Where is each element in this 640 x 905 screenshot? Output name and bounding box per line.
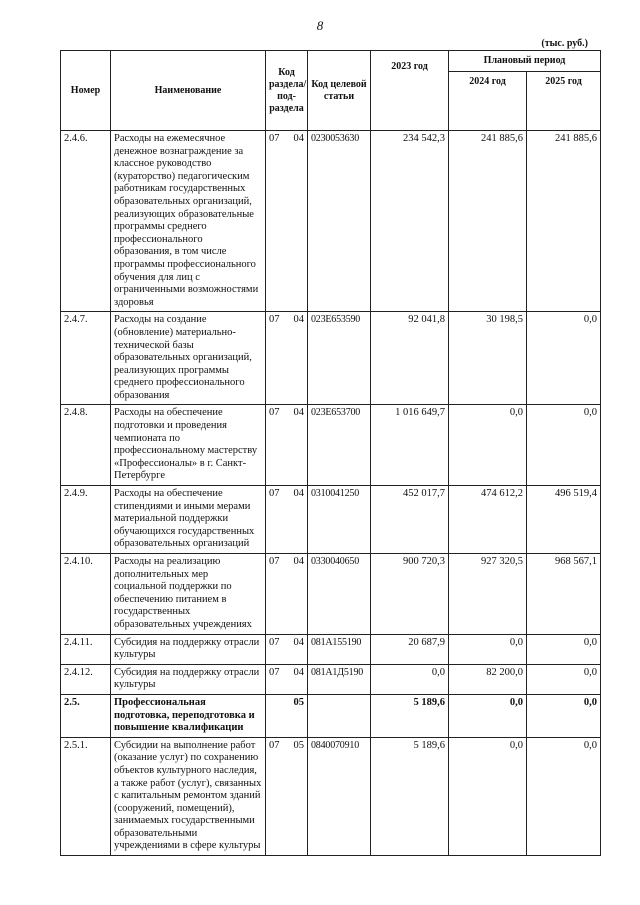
table-row [61,312,601,405]
row-amount-2023: 92 041,8 [371,312,449,405]
subsection-code: 04 [293,666,304,678]
subsection-code: 04 [293,556,304,567]
row-amount-2024: 0,0 [449,405,527,486]
row-amount-2025: 0,0 [527,737,601,855]
row-section [266,664,308,694]
row-number: 2.4.9. [61,486,111,554]
row-amount-2024: 241 885,6 [449,131,527,312]
row-section [266,131,308,312]
row-name: Расходы на обеспечение подготовки и проведения чемпионата по профессиональному мастерству «Профессионалы» в г. Санкт-Петербурге [111,405,266,486]
section-code: 07 [269,488,280,500]
row-target-code: 023Е653590 [308,312,371,405]
row-name: Расходы на ежемесячное денежное вознаграждение за классное руководство (кураторство) педагогическим работникам государственных образовательных организаций, реализующих образовательные программы среднего профессионального образования, в том числе программы профессионального обучения для лиц с ограниченными возможностями здоровья [111,131,266,312]
row-target-code: 081А1Д5190 [308,664,371,694]
row-name: Расходы на создание (обновление) материально-технической базы образовательных организаций, реализующих программы среднего профессионального образования [111,312,266,405]
row-name: Расходы на реализацию дополнительных мер социальной поддержки по обеспечению питанием в государственных образовательных учреждениях [111,554,266,635]
row-amount-2025: 241 885,6 [527,131,601,312]
row-number: 2.4.12. [61,664,111,694]
row-name: Профессиональная подготовка, переподготовка и повышение квалификации [111,694,266,737]
row-number: 2.4.11. [61,634,111,664]
header-planned: Плановый период [449,51,601,72]
row-amount-2023: 0,0 [371,664,449,694]
subsection-code: 04 [293,133,304,144]
row-name: Субсидия на поддержку отрасли культуры [111,664,266,694]
row-target-code: 0330040650 [308,554,371,635]
table-row [61,554,601,635]
section-code: 07 [269,314,280,326]
subsection-code: 05 [293,696,304,708]
row-target-code: 081А155190 [308,634,371,664]
row-amount-2025: 0,0 [527,694,601,737]
row-amount-2024: 0,0 [449,634,527,664]
row-amount-2025: 496 519,4 [527,486,601,554]
subsection-code: 04 [293,636,304,648]
row-name: Субсидия на поддержку отрасли культуры [111,634,266,664]
row-amount-2024: 82 200,0 [449,664,527,694]
row-number: 2.5. [61,694,111,737]
row-section [266,554,308,635]
section-code: 07 [269,407,280,419]
header-number: Номер [61,51,111,131]
row-amount-2024: 30 198,5 [449,312,527,405]
section-code: 07 [269,556,280,567]
header-2023: 2023 год [371,51,449,131]
row-amount-2023: 452 017,7 [371,486,449,554]
section-code: 07 [269,666,280,678]
row-amount-2025: 0,0 [527,405,601,486]
row-section [266,694,308,737]
row-section [266,486,308,554]
row-amount-2024: 474 612,2 [449,486,527,554]
section-code: 07 [269,133,280,144]
row-section [266,405,308,486]
table-row [61,634,601,664]
header-name: Наименование [111,51,266,131]
row-section [266,634,308,664]
row-amount-2023: 5 189,6 [371,737,449,855]
row-target-code: 0310041250 [308,486,371,554]
table-row [61,737,601,855]
header-2024: 2024 год [449,72,527,131]
units-label: (тыс. руб.) [541,38,588,49]
row-number: 2.4.7. [61,312,111,405]
row-number: 2.4.8. [61,405,111,486]
row-amount-2023: 900 720,3 [371,554,449,635]
section-code: 07 [269,739,280,751]
row-section [266,737,308,855]
header-2025: 2025 год [527,72,601,131]
budget-table [60,50,601,856]
row-section [266,312,308,405]
row-target-code [308,694,371,737]
table-row [61,131,601,312]
row-amount-2025: 0,0 [527,312,601,405]
row-number: 2.4.10. [61,554,111,635]
row-amount-2024: 0,0 [449,737,527,855]
row-amount-2024: 0,0 [449,694,527,737]
table-row [61,694,601,737]
row-target-code: 0230053630 [308,131,371,312]
subsection-code: 04 [293,314,304,326]
row-name: Расходы на обеспечение стипендиями и иными мерами материальной поддержки обучающихся государственных образовательных организаций [111,486,266,554]
row-amount-2025: 968 567,1 [527,554,601,635]
row-number: 2.5.1. [61,737,111,855]
subsection-code: 04 [293,407,304,419]
subsection-code: 04 [293,488,304,500]
row-amount-2023: 20 687,9 [371,634,449,664]
section-code: 07 [269,636,280,648]
header-section: Код раздела/ под-раздела [266,51,308,131]
table-row [61,664,601,694]
row-target-code: 0840070910 [308,737,371,855]
row-amount-2025: 0,0 [527,634,601,664]
row-target-code: 023Е653700 [308,405,371,486]
row-amount-2024: 927 320,5 [449,554,527,635]
row-amount-2023: 234 542,3 [371,131,449,312]
table-row [61,405,601,486]
header-row [61,51,601,72]
table-row [61,486,601,554]
row-number: 2.4.6. [61,131,111,312]
row-amount-2025: 0,0 [527,664,601,694]
row-amount-2023: 5 189,6 [371,694,449,737]
subsection-code: 05 [293,739,304,751]
row-name: Субсидии на выполнение работ (оказание услуг) по сохранению объектов культурного наследия, а также работ (услуг), связанных с капитальным ремонтом зданий (сооружений, помещений), занимаемых государственными образовательными учреждениями в сфере культуры [111,737,266,855]
header-target: Код целевой статьи [308,51,371,131]
page-number: 8 [316,18,324,33]
row-amount-2023: 1 016 649,7 [371,405,449,486]
